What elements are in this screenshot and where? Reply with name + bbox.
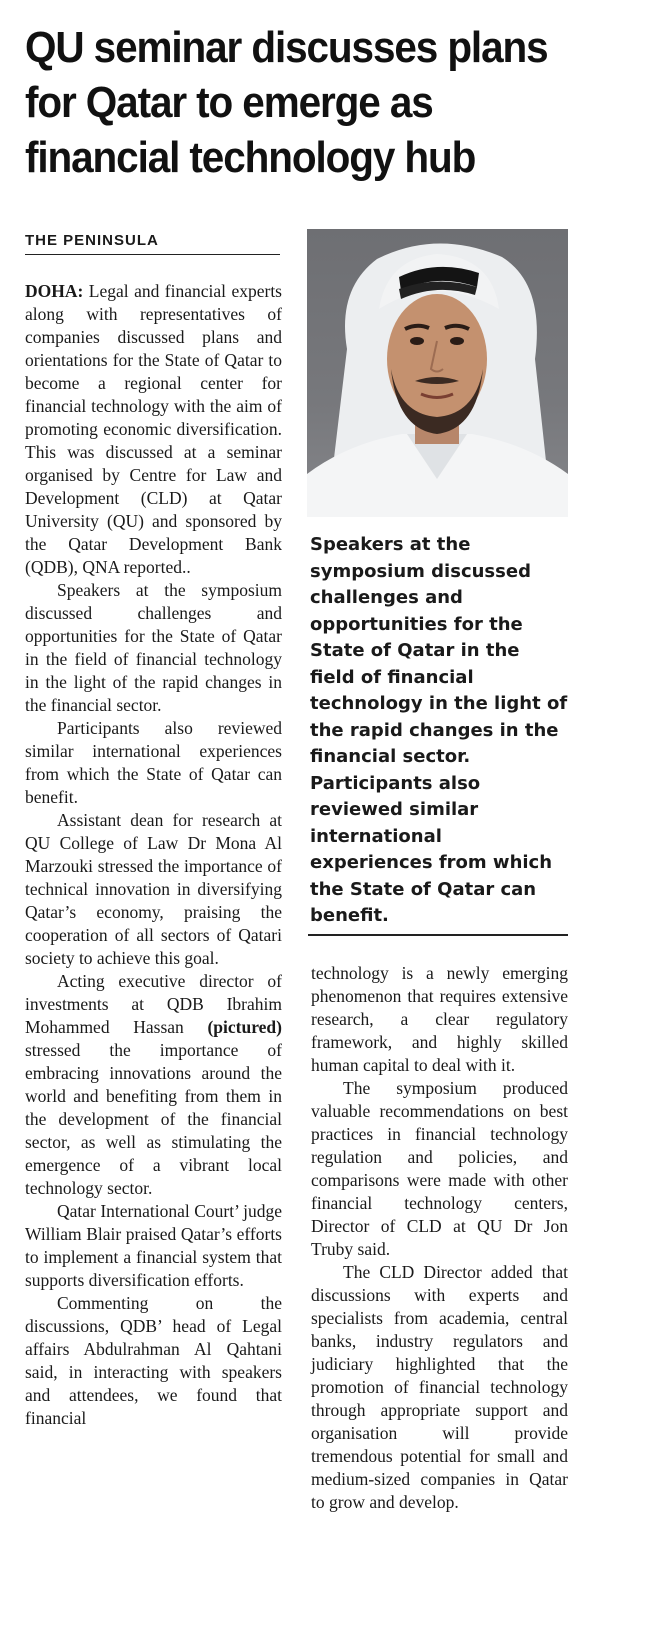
photo-caption: Speakers at the symposium discussed challenges and opportunities for the State of Qatar in the field of financial technology in the light of the rapid changes in the financial sector. Participants also reviewed similar international experiences from which the State of Qatar can benefit. [310, 534, 568, 926]
paragraph-4: Assistant dean for research at QU College of Law Dr Mona Al Marzouki stressed the importance of technical innovation in diversifying Qatar’s economy, praising the cooperation of all sectors of Qatari society to achieve this goal. [25, 810, 282, 968]
paragraph-3: Participants also reviewed similar international experiences from which the State of Qatar can benefit. [25, 718, 282, 807]
paragraph-1-text: Legal and financial experts along with representatives of companies discussed plans and orientations for the State of Qatar to become a regional center for financial technology with the aim of promoting economic diversification. This was discussed at a seminar organised by Centre for Law and Development (CLD) at Qatar University (QU) and sponsored by the Qatar Development Bank (QDB), QNA reported.. [25, 281, 282, 577]
paragraph-7-continued: technology is a newly emerging phenomenon that requires extensive research, a clear regulatory framework, and highly skilled human capital to deal with it. [311, 963, 568, 1075]
paragraph-8: The symposium produced valuable recommendations on best practices in financial technology regulation and policies, and comparisons were made with other financial technology centers, Director of CLD at QU Dr Jon Truby said. [311, 1078, 568, 1259]
caption-divider [308, 934, 568, 936]
paragraph-5-text-a: Acting executive director of investments at QDB Ibrahim Mohammed Hassan [25, 971, 282, 1037]
paragraph-5-text-b: stressed the importance of embracing innovations around the world and benefiting from them in the development of the financial sector, as well as stimulating the emergence of a vibrant local technology sector. [25, 1040, 282, 1198]
portrait-illustration [307, 229, 568, 517]
paragraph-6: Qatar International Court’ judge William Blair praised Qatar’s efforts to implement a financial system that supports diversification efforts. [25, 1201, 282, 1290]
pictured-note: (pictured) [207, 1017, 282, 1037]
paragraph-5 [25, 970, 282, 1200]
dateline: DOHA: [25, 281, 84, 301]
paragraph-7: Commenting on the discussions, QDB’ head of Legal affairs Abdulrahman Al Qahtani said, in interacting with speakers and attendees, we found that financial [25, 1293, 282, 1428]
portrait-photo [307, 229, 568, 517]
paragraph-9: The CLD Director added that discussions with experts and specialists from academia, central banks, industry regulators and judiciary highlighted that the promotion of financial technology through appropriate support and organisation will provide tremendous potential for small and medium-sized companies in Qatar to grow and develop. [311, 1262, 568, 1512]
article-column-1 [25, 280, 282, 1430]
article-headline: QU seminar discusses plans for Qatar to emerge as financial technology hub [25, 23, 548, 182]
source-byline: THE PENINSULA [25, 232, 280, 255]
paragraph-2: Speakers at the symposium discussed challenges and opportunities for the State of Qatar in the field of financial technology in the light of the rapid changes in the financial sector. [25, 580, 282, 715]
article-column-2 [311, 962, 568, 1514]
paragraph-1 [25, 280, 282, 579]
